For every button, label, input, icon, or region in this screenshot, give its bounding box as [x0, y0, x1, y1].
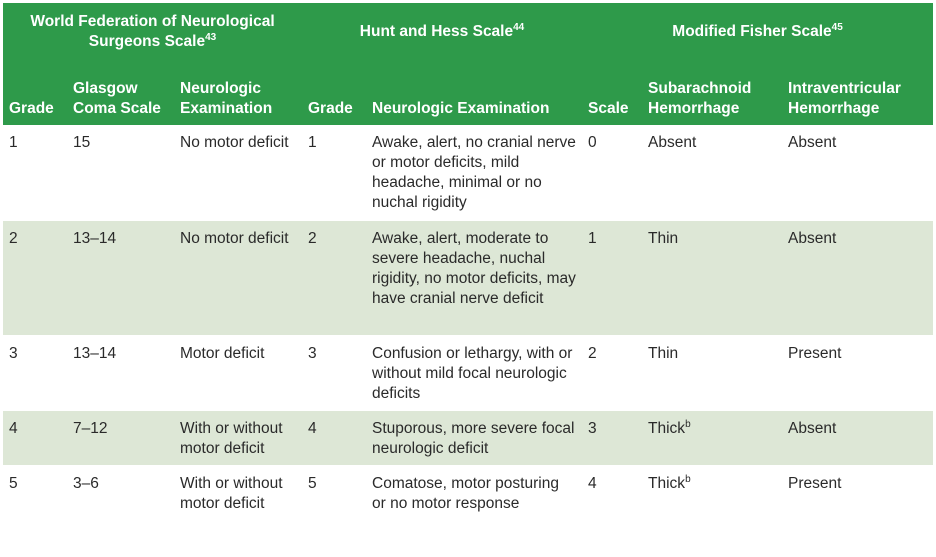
- cell-gcs: 13–14: [67, 335, 174, 410]
- cell-ivh: Present: [782, 335, 933, 410]
- cell-grade-hh: 5: [302, 465, 366, 541]
- cell-neuro-wfns: Motor deficit: [174, 335, 302, 410]
- cell-neuro-wfns: With or without motor deficit: [174, 465, 302, 541]
- wfns-reference: 43: [205, 31, 217, 43]
- cell-scale: 0: [582, 125, 642, 220]
- cell-grade-wfns: 4: [3, 410, 67, 465]
- table-row: [3, 125, 933, 220]
- cell-scale: 1: [582, 220, 642, 335]
- cell-neuro-hh: Stuporous, more severe focal neurologic deficit: [366, 410, 582, 465]
- sah-value: Thick: [648, 419, 686, 437]
- cell-ivh: Absent: [782, 410, 933, 465]
- sah-footnote: b: [685, 418, 691, 430]
- cell-neuro-hh: Confusion or lethargy, with or without mild focal neurologic deficits: [366, 335, 582, 410]
- cell-scale: 2: [582, 335, 642, 410]
- cell-sah: [642, 465, 782, 541]
- table-row: [3, 335, 933, 410]
- col-header-grade-wfns: Grade: [3, 65, 67, 125]
- col-header-grade-hh: Grade: [302, 65, 366, 125]
- hunt-hess-group-header: [302, 3, 582, 65]
- cell-ivh: Present: [782, 465, 933, 541]
- cell-grade-hh: 4: [302, 410, 366, 465]
- cell-grade-wfns: 1: [3, 125, 67, 220]
- cell-grade-wfns: 3: [3, 335, 67, 410]
- table-row: [3, 220, 933, 335]
- col-header-sah: Subarachnoid Hemorrhage: [642, 65, 782, 125]
- cell-neuro-wfns: With or without motor deficit: [174, 410, 302, 465]
- cell-grade-wfns: 5: [3, 465, 67, 541]
- cell-gcs: 7–12: [67, 410, 174, 465]
- table-body: [3, 125, 933, 541]
- wfns-group-title: World Federation of Neurological Surgeons Scale: [30, 13, 275, 50]
- cell-neuro-wfns: No motor deficit: [174, 220, 302, 335]
- cell-scale: 3: [582, 410, 642, 465]
- col-header-gcs: Glasgow Coma Scale: [67, 65, 174, 125]
- cell-gcs: 13–14: [67, 220, 174, 335]
- cell-sah: [642, 410, 782, 465]
- cell-neuro-hh: Comatose, motor posturing or no motor response: [366, 465, 582, 541]
- cell-sah: [642, 335, 782, 410]
- table-row: [3, 465, 933, 541]
- sah-value: Absent: [648, 134, 697, 151]
- cell-grade-hh: 2: [302, 220, 366, 335]
- cell-grade-wfns: 2: [3, 220, 67, 335]
- cell-gcs: 3–6: [67, 465, 174, 541]
- column-header-row: [3, 65, 933, 125]
- cell-ivh: Absent: [782, 220, 933, 335]
- cell-neuro-hh: Awake, alert, no cranial nerve or motor deficits, mild headache, minimal or no nuchal rigidity: [366, 125, 582, 220]
- cell-grade-hh: 1: [302, 125, 366, 220]
- cell-gcs: 15: [67, 125, 174, 220]
- sah-value: Thick: [648, 474, 686, 492]
- cell-scale: 4: [582, 465, 642, 541]
- fisher-reference: 45: [831, 21, 843, 33]
- group-header-row: [3, 3, 933, 65]
- cell-neuro-wfns: No motor deficit: [174, 125, 302, 220]
- table-header: [3, 3, 933, 125]
- grading-scales-table: [3, 3, 933, 542]
- cell-neuro-hh: Awake, alert, moderate to severe headache, nuchal rigidity, no motor deficits, may have cranial nerve deficit: [366, 220, 582, 335]
- fisher-group-title: Modified Fisher Scale: [672, 23, 832, 40]
- col-header-ivh: Intraventricular Hemorrhage: [782, 65, 933, 125]
- col-header-scale: Scale: [582, 65, 642, 125]
- sah-value: Thin: [648, 229, 679, 247]
- hunt-hess-group-title: Hunt and Hess Scale: [359, 23, 514, 40]
- col-header-neuro-wfns: Neurologic Examination: [174, 65, 302, 125]
- hunt-hess-reference: 44: [513, 21, 525, 33]
- fisher-group-header: [582, 3, 933, 65]
- cell-sah: [642, 125, 782, 220]
- cell-grade-hh: 3: [302, 335, 366, 410]
- grading-scales-table-container: [3, 3, 933, 541]
- cell-ivh: Absent: [782, 125, 933, 220]
- sah-value: Thin: [648, 344, 679, 362]
- cell-sah: [642, 220, 782, 335]
- sah-footnote: b: [685, 473, 691, 485]
- wfns-group-header: [3, 3, 302, 65]
- table-row: [3, 410, 933, 465]
- col-header-neuro-hh: Neurologic Examination: [366, 65, 582, 125]
